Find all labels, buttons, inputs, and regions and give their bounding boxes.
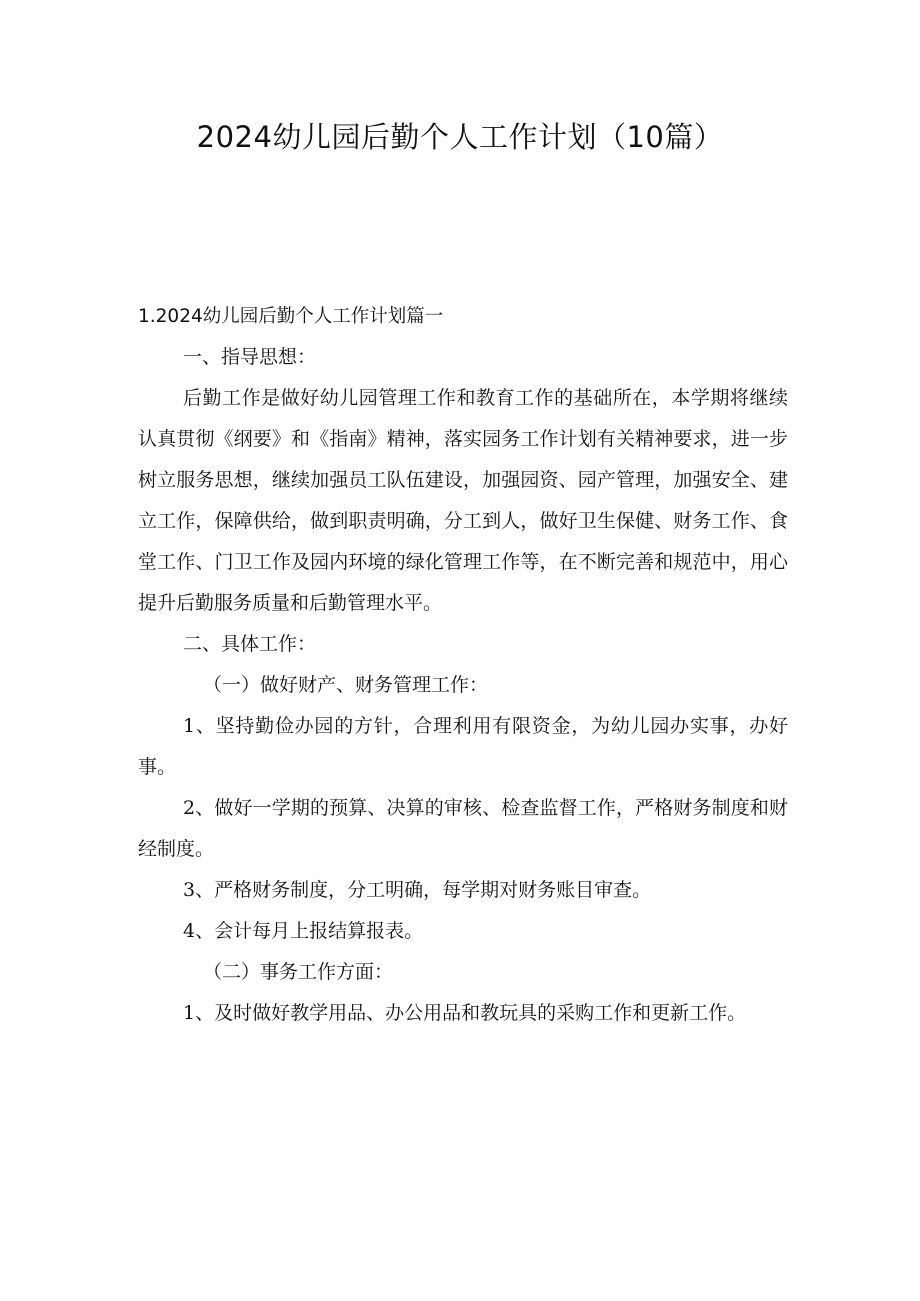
list-item: 4、会计每月上报结算报表。: [183, 920, 424, 942]
list-item: 1、坚持勤俭办园的方针，合理利用有限资金，为幼儿园办实事，办好事。: [138, 715, 788, 778]
subheading-affairs-work: （二）事务工作方面：: [203, 961, 394, 983]
heading-guiding-ideology: 一、指导思想：: [183, 346, 317, 368]
paragraph-guiding-ideology: 后勤工作是做好幼儿园管理工作和教育工作的基础所在，本学期将继续认真贯彻《纲要》和《指南》精神，落实园务工作计划有关精神要求，进一步树立服务思想，继续加强员工队伍建设，加强园资、园产管理，加强安全、建立工作，保障供给，做到职责明确，分工到人，做好卫生保健、财务工作、食堂工作、门卫工作及园内环境的绿化管理工作等，在不断完善和规范中，用心提升后勤服务质量和后勤管理水平。: [138, 387, 788, 614]
heading-specific-work: 二、具体工作：: [183, 633, 317, 655]
subheading-property-finance: （一）做好财产、财务管理工作：: [203, 674, 489, 696]
list-item: 1、及时做好教学用品、办公用品和教玩具的采购工作和更新工作。: [183, 1002, 747, 1024]
document-title: 2024幼儿园后勤个人工作计划（10篇）: [196, 120, 724, 154]
list-item: 3、严格财务制度，分工明确，每学期对财务账目审查。: [183, 879, 652, 901]
list-item: 2、做好一学期的预算、决算的审核、检查监督工作，严格财务制度和财经制度。: [138, 797, 788, 860]
document-body: [138, 296, 788, 1034]
section-heading: 1.2024幼儿园后勤个人工作计划篇一: [138, 306, 444, 327]
